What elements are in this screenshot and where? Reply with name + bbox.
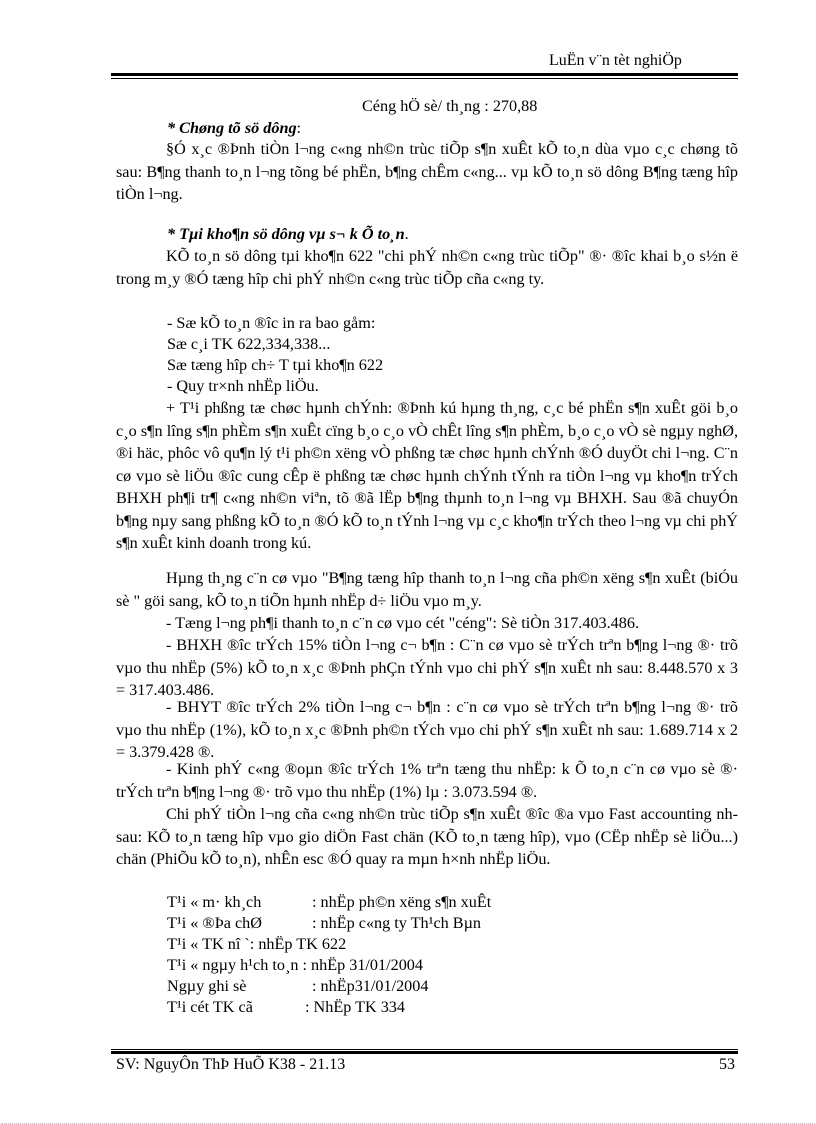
header-rule-thick bbox=[111, 73, 738, 76]
line-general-ledger: Sæ c¸i TK 622,334,338... bbox=[167, 335, 331, 353]
paragraph-fast-accounting: Chi phÝ tiÒn l¬ng cña c«ng nh©n trùc tiÕp s¶n xuÊt ®îc ®a vµo Fast accounting nh sau: KÕ to¸n tæng hîp vµo gio diÖn Fast chän (KÕ to¸n tæng hîp), vµo (CËp nhËp sè liÖu...) chän (PhiÕu kÕ to¸n), nhÊn esc ®Ó quay ra mµn h×nh nhËp liÖu. bbox=[116, 805, 738, 868]
paragraph-bhyt: - BHYT ®îc trÝch 2% tiÒn l¬ng c¬ b¶n : c¨n cø vµo sè trÝch trªn b¶ng l¬ng ®· trõ vµo thu nhËp (1%), kÕ to¸n x¸c ®Þnh ph©n tÝch vµo chi phÝ s¶n xuÊt nh sau: 1.689.714 x 2 = 3.379.428 ®. bbox=[116, 698, 738, 761]
field-credit-account-value: : NhËp TK 334 bbox=[305, 998, 405, 1016]
paragraph-monthly: Hµng th¸ng c¨n cø vµo "B¶ng tæng hîp thanh to¸n l¬ng cña ph©n xëng s¶n xuÊt (biÓu sè " göi sang, kÕ to¸n tiÕn hµnh nhËp d÷ liÖu vµo m¸y. bbox=[116, 569, 738, 610]
field-debit-account: T¹i « TK nî `: nhËp TK 622 bbox=[167, 935, 347, 953]
paragraph-hr-department: + T¹i phßng tæ chøc hµnh chÝnh: ®Þnh kú hµng th¸ng, c¸c bé phËn s¶n xuÊt göi b¸o c¸o s¶n lîng s¶n phÈm s¶n xuÊt cïng b¸o c¸o vÒ chÊt lîng s¶n phÈm, b¸o c¸o vÒ sè ngµy nghØ, ®i häc, phôc vô qu¶n lý t¹i ph©n xëng vÒ phßng tæ chøc hµnh chÝnh ®Ó duyÖt chi l¬ng. C¨n cø vµo sè liÖu ®îc cung cÊp ë phßng tæ chøc hµnh chÝnh tÝnh ra tiÒn l¬ng vµ kho¶n trÝch BHXH ph¶i tr¶ c«ng nh©n viªn, tõ ®ã lËp b¶ng thµnh to¸n l¬ng vµ BHXH. Sau ®ã chuyÓn b¶ng nµy sang phßng kÕ to¸n ®Ó kÕ to¸n tÝnh l¬ng vµ c¸c kho¶n trÝch theo l¬ng vµ chi phÝ s¶n xuÊt kinh doanh trong kú. bbox=[116, 399, 738, 552]
field-address-value: : nhËp c«ng ty Th¹ch Bµn bbox=[312, 914, 481, 932]
paragraph-kpcd: - Kinh phÝ c«ng ®oµn ®îc trÝch 1% trªn tæng thu nhËp: k Õ to¸n c¨n cø vµo sè ®· trÝch trªn b¶ng l¬ng ®· trõ vµo thu nhËp (1%) lµ : 3.073.594 ®. bbox=[116, 760, 738, 801]
field-posting-date: T¹i « ngµy h¹ch to¸n : nhËp 31/01/2004 bbox=[167, 956, 423, 974]
heading-text: * Tµi kho¶n sö dông vµ s¬ k Õ to¸n bbox=[167, 225, 405, 243]
line-ledgers: - Sæ kÕ to¸n ®îc in ra bao gåm: bbox=[167, 314, 376, 332]
field-entry-date-value: : nhËp31/01/2004 bbox=[312, 977, 429, 995]
field-customer-code-label: T¹i « m· kh¸ch bbox=[167, 893, 262, 911]
field-address-label: T¹i « ®Þa chØ bbox=[167, 914, 262, 932]
field-credit-account-label: T¹i cét TK cã bbox=[167, 998, 253, 1016]
paragraph-total-salary: - Tæng l¬ng ph¶i thanh to¸n c¨n cø vµo cét "céng": Sè tiÒn 317.403.486. bbox=[166, 614, 640, 632]
line-process: - Quy tr×nh nhËp liÖu. bbox=[167, 377, 319, 395]
paragraph-bhxh: - BHXH ®îc trÝch 15% tiÒn l¬ng c¬ b¶n : C¨n cø vµo sè trÝch trªn b¶ng l¬ng ®· trõ vµo thu nhËp (5%) kÕ to¸n x¸c ®Þnh phÇn tÝnh vµo chi phÝ s¶n xuÊt nh sau: 8.448.570 x 3 = 317.403.486. bbox=[116, 636, 738, 699]
header-rule-thin bbox=[111, 78, 738, 79]
footer-rule-thick bbox=[111, 1051, 738, 1054]
field-customer-code-value: : nhËp ph©n xëng s¶n xuÊt bbox=[312, 893, 492, 911]
footer-author: SV: NguyÔn ThÞ HuÕ K38 - 21.13 bbox=[116, 1056, 346, 1073]
footer-rule-thin bbox=[111, 1049, 738, 1050]
section-heading-vouchers bbox=[167, 119, 301, 138]
paragraph-vouchers: §Ó x¸c ®Þnh tiÒn l¬ng c«ng nh©n trùc tiÕp s¶n xuÊt kÕ to¸n dùa vµo c¸c chøng tõ sau: B¶ng thanh to¸n l¬ng tõng bé phËn, b¶ng chÊm c«ng... vµ kÕ to¸n sö dông B¶ng tæng hîp tiÒn l¬ng. bbox=[116, 140, 738, 203]
line-t-account: Sæ tæng hîp ch÷ T tµi kho¶n 622 bbox=[167, 356, 384, 374]
paragraph-account-622: KÕ to¸n sö dông tµi kho¶n 622 "chi phÝ nh©n c«ng trùc tiÕp" ®· ®îc khai b¸o s½n ë trong m¸y ®Ó tæng hîp chi phÝ nh©n c«ng trùc tiÕp cña c«ng ty. bbox=[116, 247, 738, 288]
total-coefficient-line: Céng hÖ sè/ th¸ng : 270,88 bbox=[362, 97, 538, 115]
header-title: LuËn v¨n tèt nghiÖp bbox=[549, 52, 682, 69]
heading-colon: : bbox=[296, 119, 302, 137]
section-heading-accounts bbox=[167, 225, 409, 244]
field-entry-date-label: Ngµy ghi sè bbox=[167, 977, 247, 995]
page-number: 53 bbox=[719, 1056, 735, 1073]
heading-dot: . bbox=[404, 225, 409, 243]
heading-text: * Chøng tõ sö dông bbox=[167, 119, 297, 137]
